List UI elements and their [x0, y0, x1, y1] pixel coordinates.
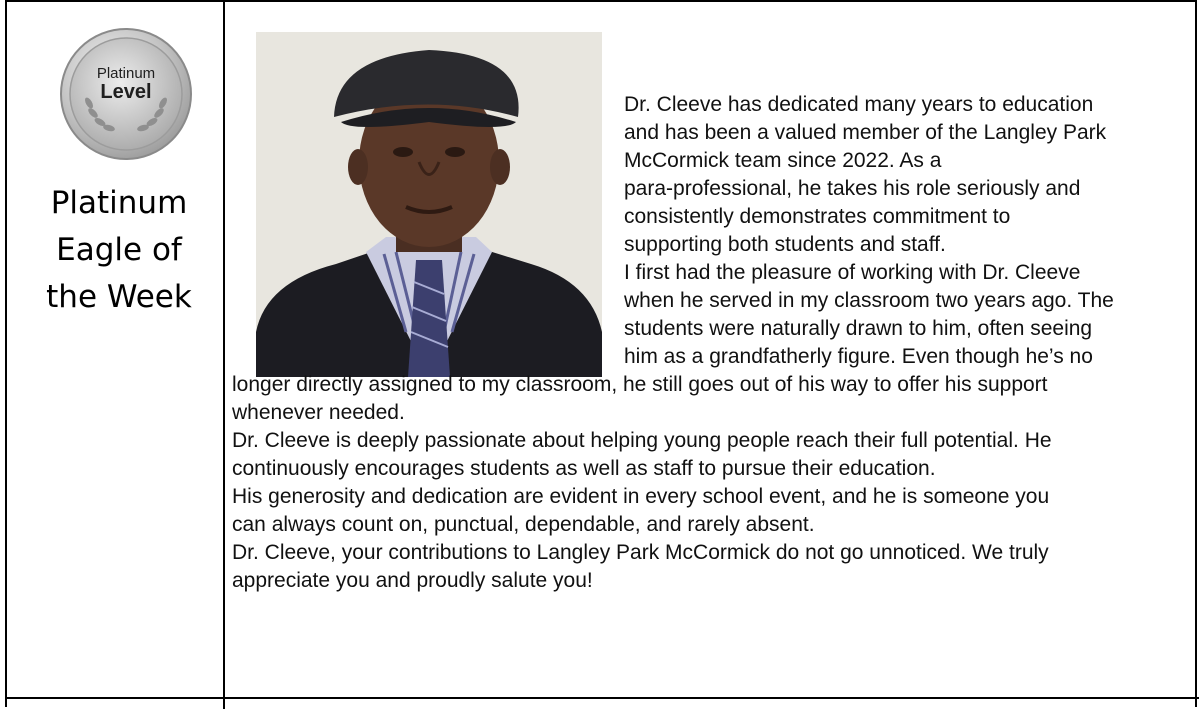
- badge-line-2: Level: [100, 81, 152, 103]
- text-line: Dr. Cleeve is deeply passionate about helping young people reach their full potential. He: [232, 429, 1052, 452]
- platinum-level-badge: [59, 27, 193, 161]
- text-line: and has been a valued member of the Langley Park: [624, 121, 1107, 144]
- column-divider: [223, 2, 225, 709]
- title-line-1: Platinum: [50, 185, 188, 221]
- portrait-photo: [256, 32, 602, 377]
- text-line: appreciate you and proudly salute you!: [232, 569, 593, 592]
- text-line: can always count on, punctual, dependable, and rarely absent.: [232, 513, 815, 536]
- text-line: para-professional, he takes his role seriously and: [624, 177, 1081, 200]
- text-line: Dr. Cleeve has dedicated many years to education: [624, 93, 1094, 116]
- text-line: longer directly assigned to my classroom, he still goes out of his way to offer his support: [232, 373, 1048, 396]
- text-line: him as a grandfatherly figure. Even though he’s no: [624, 345, 1093, 368]
- text-line: whenever needed.: [232, 401, 405, 424]
- text-line: Dr. Cleeve, your contributions to Langley Park McCormick do not go unnoticed. We truly: [232, 541, 1049, 564]
- row-divider: [7, 697, 1199, 699]
- badge-line-1: Platinum: [96, 65, 156, 82]
- text-line: consistently demonstrates commitment to: [624, 205, 1011, 228]
- text-line: His generosity and dedication are evident in every school event, and he is someone you: [232, 485, 1050, 508]
- title-line-3: the Week: [46, 279, 192, 315]
- text-line: when he served in my classroom two years ago. The: [624, 289, 1114, 312]
- text-line: continuously encourages students as well as staff to pursue their education.: [232, 457, 936, 480]
- section-title: [19, 180, 219, 321]
- text-line: I first had the pleasure of working with Dr. Cleeve: [624, 261, 1081, 284]
- title-line-2: Eagle of: [56, 232, 182, 268]
- text-line: McCormick team since 2022. As a: [624, 149, 942, 172]
- text-line: supporting both students and staff.: [624, 233, 946, 256]
- text-line: students were naturally drawn to him, often seeing: [624, 317, 1093, 340]
